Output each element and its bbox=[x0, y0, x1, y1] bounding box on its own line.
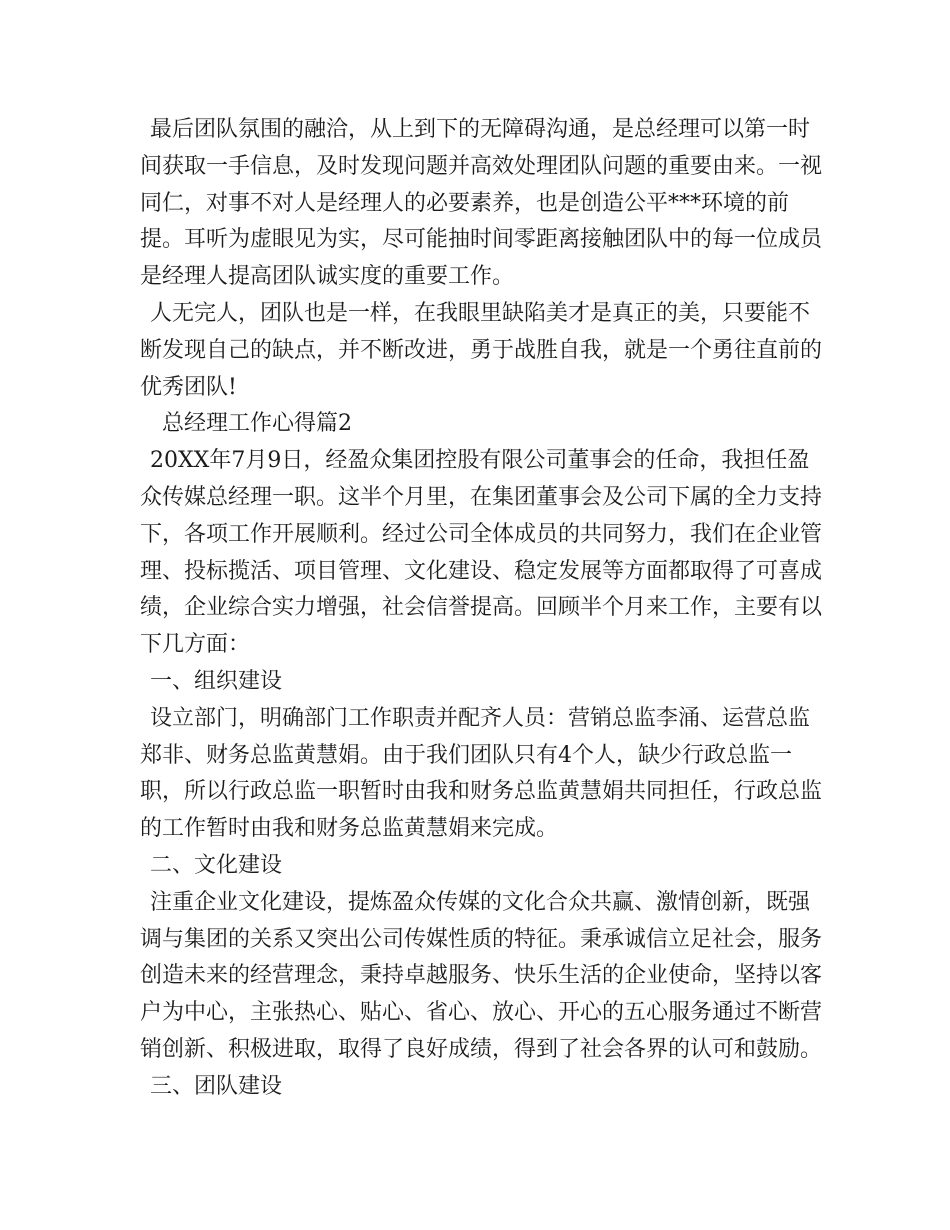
heading-team: 三、团队建设 bbox=[150, 1073, 283, 1099]
paragraph-organization: 设立部门，明确部门工作职责并配齐人员：营销总监李涌、运营总监郑非、财务总监黄慧娟。由于我们团队只有4个人，缺少行政总监一职，所以行政总监一职暂时由我和财务总监黄慧娟共同担任，行政总监的工作暂时由我和财务总监黄慧娟来完成。 bbox=[140, 705, 823, 842]
document-body bbox=[140, 112, 830, 1106]
paragraph-imperfection: 人无完人，团队也是一样，在我眼里缺陷美才是真正的美，只要能不断发现自己的缺点，并不断改进，勇于战胜自我，就是一个勇往直前的优秀团队! bbox=[140, 300, 823, 400]
heading-culture: 二、文化建设 bbox=[150, 852, 283, 878]
paragraph-appointment: 20XX年7月9日，经盈众集团控股有限公司董事会的任命，我担任盈众传媒总经理一职。这半个月里，在集团董事会及公司下属的全力支持下，各项工作开展顺利。经过公司全体成员的共同努力，我们在企业管理、投标揽活、项目管理、文化建设、稳定发展等方面都取得了可喜成绩，企业综合实力增强，社会信誉提高。回顾半个月来工作，主要有以下几方面： bbox=[140, 448, 823, 658]
section-title-part-2: 总经理工作心得篇2 bbox=[162, 411, 352, 437]
paragraph-team-atmosphere: 最后团队氛围的融洽，从上到下的无障碍沟通，是总经理可以第一时间获取一手信息，及时发现问题并高效处理团队问题的重要由来。一视同仁，对事不对人是经理人的必要素养，也是创造公平***环境的前提。耳听为虚眼见为实，尽可能抽时间零距离接触团队中的每一位成员是经理人提高团队诚实度的重要工作。 bbox=[140, 117, 823, 290]
paragraph-culture: 注重企业文化建设，提炼盈众传媒的文化合众共赢、激情创新，既强调与集团的关系又突出公司传媒性质的特征。秉承诚信立足社会，服务创造未来的经营理念，秉持卓越服务、快乐生活的企业使命，坚持以客户为中心，主张热心、贴心、省心、放心、开心的五心服务通过不断营销创新、积极进取，取得了良好成绩，得到了社会各界的认可和鼓励。 bbox=[140, 889, 823, 1062]
heading-organization: 一、组织建设 bbox=[150, 668, 283, 694]
